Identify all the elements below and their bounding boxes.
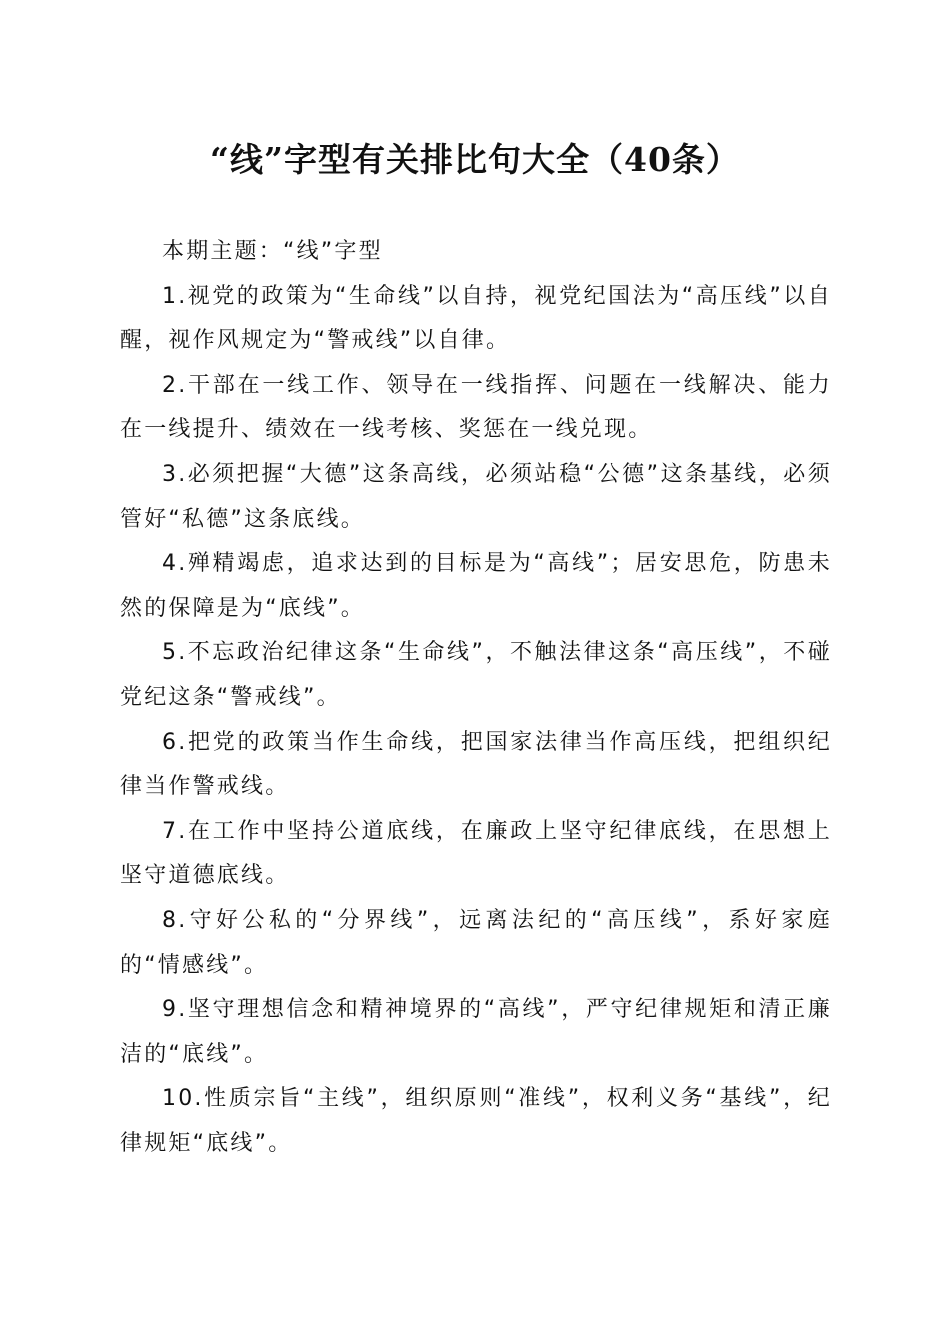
- document-title: “线”字型有关排比句大全（40条）: [210, 140, 740, 179]
- list-item: 7.在工作中坚持公道底线，在廉政上坚守纪律底线，在思想上坚守道德底线。: [120, 818, 832, 889]
- list-item: 10.性质宗旨“主线”，组织原则“准线”，权利义务“基线”，纪律规矩“底线”。: [120, 1086, 832, 1156]
- list-item: 8.守好公私的“分界线”，远离法纪的“高压线”，系好家庭的“情感线”。: [120, 907, 832, 978]
- list-item: 5.不忘政治纪律这条“生命线”，不触法律这条“高压线”，不碰党纪这条“警戒线”。: [120, 640, 832, 710]
- list-item: 4.殚精竭虑，追求达到的目标是为“高线”；居安思危，防患未然的保障是为“底线”。: [120, 551, 832, 621]
- list-item: 1.视党的政策为“生命线”以自持，视党纪国法为“高压线”以自醒，视作风规定为“警戒线”以自律。: [120, 283, 832, 354]
- list-item: 3.必须把握“大德”这条高线，必须站稳“公德”这条基线，必须管好“私德”这条底线。: [120, 461, 832, 532]
- list-item: 2.干部在一线工作、领导在一线指挥、问题在一线解决、能力在一线提升、绩效在一线考核、奖惩在一线兑现。: [120, 372, 832, 443]
- list-item: 6.把党的政策当作生命线，把国家法律当作高压线，把组织纪律当作警戒线。: [120, 729, 832, 800]
- theme-line: 本期主题：“线”字型: [162, 239, 383, 264]
- list-item: 9.坚守理想信念和精神境界的“高线”，严守纪律规矩和清正廉洁的“底线”。: [120, 997, 832, 1067]
- document-body: [120, 230, 832, 1166]
